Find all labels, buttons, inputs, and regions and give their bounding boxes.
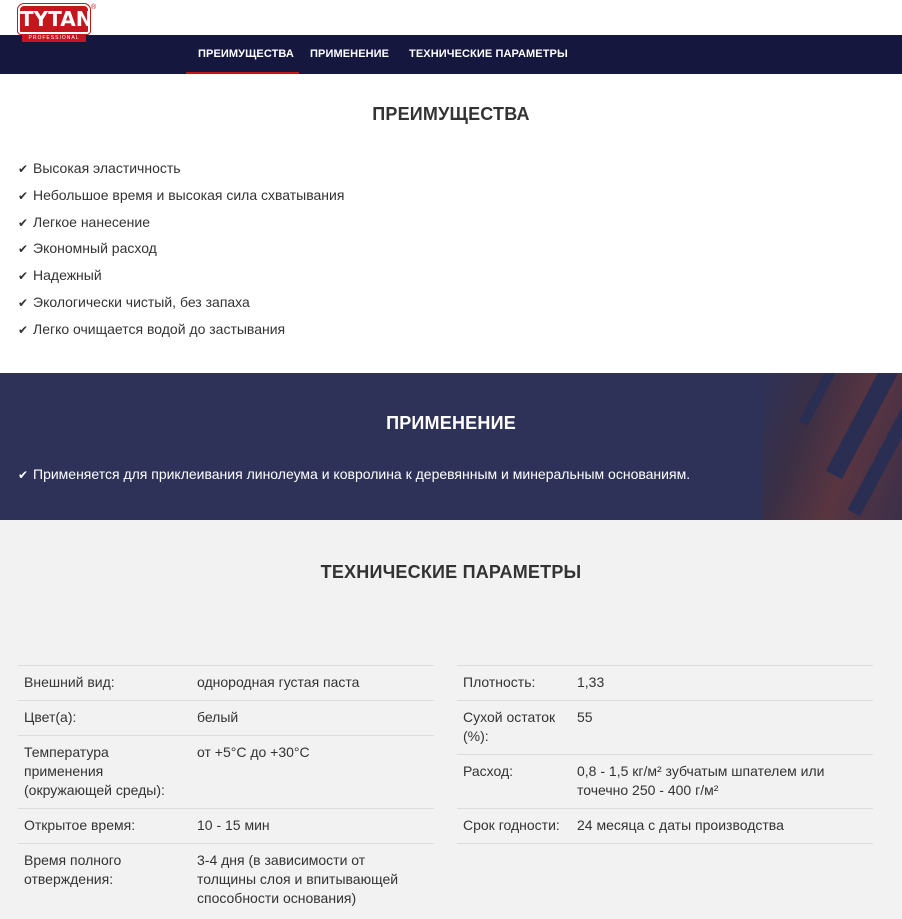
nav-tab-advantages[interactable]: ПРЕИМУЩЕСТВА	[186, 35, 299, 74]
param-key: Внешний вид:	[18, 666, 191, 701]
checkmark-icon: ✔	[18, 162, 29, 176]
checkmark-icon: ✔	[18, 295, 29, 310]
advantage-text: Легкое нанесение	[33, 213, 150, 230]
nav-tab-application[interactable]: ПРИМЕНЕНИЕ	[310, 48, 390, 60]
checkmark-icon: ✔	[18, 468, 29, 482]
param-row	[457, 701, 873, 755]
param-row	[18, 701, 434, 736]
param-key: Срок годности:	[457, 809, 571, 844]
advantage-text: Экологически чистый, без запаха	[33, 293, 250, 310]
param-value: 10 - 15 мин	[191, 809, 434, 844]
param-key: Расход:	[457, 755, 571, 809]
checkmark-icon: ✔	[18, 269, 29, 284]
param-row	[18, 736, 434, 809]
product-image-decoration	[762, 373, 902, 520]
tytan-logo[interactable]	[18, 4, 97, 42]
advantage-text: Надежный	[33, 267, 102, 284]
param-key: Время полного отверждения:	[18, 844, 191, 917]
checkmark-icon: ✔	[18, 215, 29, 230]
advantage-item	[18, 289, 344, 316]
checkmark-icon: ✔	[18, 188, 29, 203]
logo-wordmark: TYTAN	[18, 4, 90, 34]
param-value: однородная густая паста	[191, 666, 434, 701]
application-title: ПРИМЕНЕНИЕ	[386, 413, 516, 433]
param-value: 24 месяца с даты производства	[571, 809, 873, 844]
advantage-text: Небольшое время и высокая сила схватывания	[33, 186, 345, 203]
advantage-item	[18, 262, 344, 289]
application-text: Применяется для приклеивания линолеума и ковролина к деревянным и минеральным основаниям.	[33, 466, 691, 482]
logo-subtitle: PROFESSIONAL	[22, 35, 86, 42]
param-key: Сухой остаток (%):	[457, 701, 571, 755]
tech-params-section	[0, 520, 902, 919]
advantage-text: Легко очищается водой до застывания	[33, 320, 286, 337]
param-value: 0,8 - 1,5 кг/м² зубчатым шпателем или точечно 250 - 400 г/м²	[571, 755, 873, 809]
param-value: 1,33	[571, 666, 873, 701]
param-key: Цвет(а):	[18, 701, 191, 736]
advantage-item	[18, 155, 344, 182]
advantage-item	[18, 316, 344, 343]
advantages-title: ПРЕИМУЩЕСТВА	[372, 104, 530, 124]
param-key: Температура применения (окружающей среды):	[18, 736, 191, 809]
advantage-text: Высокая эластичность	[33, 160, 181, 176]
advantages-list	[18, 155, 344, 343]
param-value: 55	[571, 701, 873, 755]
header	[0, 0, 902, 41]
param-row	[457, 666, 873, 701]
section-nav	[0, 35, 902, 74]
checkmark-icon: ✔	[18, 322, 29, 337]
application-section	[0, 373, 902, 520]
registered-mark: ®	[91, 4, 97, 11]
param-row	[457, 755, 873, 809]
param-row	[18, 666, 434, 701]
param-key: Плотность:	[457, 666, 571, 701]
param-row	[18, 809, 434, 844]
advantage-item	[18, 209, 344, 236]
param-value: от +5°C до +30°C	[191, 736, 434, 809]
nav-tab-tech-params[interactable]: ТЕХНИЧЕСКИЕ ПАРАМЕТРЫ	[409, 48, 568, 60]
application-item	[18, 466, 690, 482]
tech-params-title: ТЕХНИЧЕСКИЕ ПАРАМЕТРЫ	[320, 562, 582, 582]
param-row	[18, 844, 434, 917]
tech-params-table-right	[457, 665, 873, 844]
checkmark-icon: ✔	[18, 242, 29, 257]
advantage-text: Экономный расход	[33, 240, 157, 257]
advantage-item	[18, 182, 344, 209]
advantage-item	[18, 235, 344, 262]
param-key: Открытое время:	[18, 809, 191, 844]
param-value: белый	[191, 701, 434, 736]
tech-params-table-left	[18, 665, 434, 916]
param-value: 3-4 дня (в зависимости от толщины слоя и впитывающей способности основания)	[191, 844, 434, 917]
param-row	[457, 809, 873, 844]
